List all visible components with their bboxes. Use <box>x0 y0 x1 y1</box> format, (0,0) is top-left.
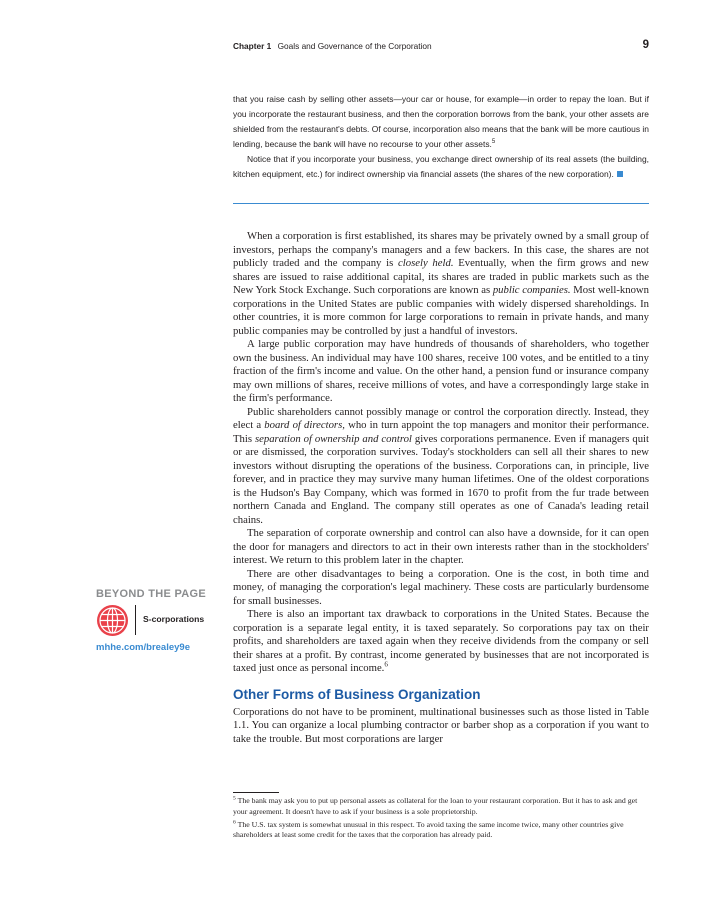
section-heading: Other Forms of Business Organization <box>233 686 481 702</box>
body-paragraph: There are other disadvantages to being a corporation. One is the cost, in both time and money, of managing the corporation's legal machinery. These costs are particularly burdensome for small businesses. <box>233 567 649 607</box>
page-number: 9 <box>642 39 649 51</box>
footnote-ref[interactable]: 6 <box>384 660 388 669</box>
running-head <box>233 41 649 55</box>
example-box-continuation <box>233 92 649 183</box>
body-paragraph: A large public corporation may have hundreds of thousands of shareholders, who together own the business. An individual may have 100 shares, receive 100 votes, and be entitled to a tiny fraction of the firm's income and value. On the other hand, a pension fund or insurance company may own millions of shares, receive millions of votes, and have a correspondingly large stake in the firm's performance. <box>233 338 649 404</box>
chapter-label: Chapter 1 <box>233 41 272 51</box>
footnotes <box>233 796 649 843</box>
sidebar-title: BEYOND THE PAGE <box>96 588 207 600</box>
body-paragraph: When a corporation is first established, its shares may be privately owned by a small group of investors, perhaps the company's managers and a few backers. In this case, the shares are not publicly traded and the company is closely held. Eventually, when the firm grows and new shares are issued to raise additional capital, its shares are traded in public markets such as the New York Stock Exchange. Such corporations are known as public companies. Most well-known corporations in the United States are public companies with widely dispersed shareholdings. In other countries, it is more common for large corporations to remain in private hands, and many public companies may be controlled by just a handful of investors. <box>233 230 649 337</box>
body-paragraph: There is also an important tax drawback to corporations in the United States. Because the corporation is a separate legal entity, it is taxed separately. So corporations pay tax on their profits, and shareholders are taxed again when they receive dividends from the company or sell their shares at a profit. By contrast, income generated by businesses that are not incorporated is taxed just once as personal income.$^6$ <box>233 608 649 674</box>
sidebar-link[interactable]: mhhe.com/brealey9e <box>96 642 190 653</box>
footnote-rule <box>233 792 279 793</box>
footnote: $^5$ The bank may ask you to put up personal assets as collateral for the loan to your restaurant corporation. But it has to ask and get your agreement. It doesn't have to ask if your business is a sole proprietorship. <box>233 795 638 816</box>
main-body-text <box>233 230 649 746</box>
footnote-ref[interactable]: 5 <box>491 139 496 146</box>
sidebar-divider <box>135 605 136 635</box>
chapter-title: Goals and Governance of the Corporation <box>277 41 432 51</box>
body-paragraph: The separation of corporate ownership and control can also have a downside, for it can open the door for managers and directors to act in their own interests rather than in the stockholders' interest. We return to this problem later in the chapter. <box>233 527 649 566</box>
sidebar-topic: S-corporations <box>143 614 205 624</box>
box-paragraph: Notice that if you incorporate your business, you exchange direct ownership of its real assets (the building, kitchen equipment, etc.) for indirect ownership via financial assets (the shares of the new corporation). <box>233 154 649 180</box>
footnote: $^6$ The U.S. tax system is somewhat unusual in this respect. To avoid taxing the same income twice, many other countries give shareholders at least some credit for the taxes that the corporation has already paid. <box>233 819 624 840</box>
globe-icon <box>96 604 129 637</box>
end-of-box-square-icon <box>617 171 623 177</box>
body-paragraph: Corporations do not have to be prominent, multinational businesses such as those listed in Table 1.1. You can organize a local plumbing contractor or barber shop as a corporation if you want to take the trouble. But most corporations are larger <box>233 705 649 745</box>
body-paragraph: Public shareholders cannot possibly manage or control the corporation directly. Instead, they elect a board of directors, who in turn appoint the top managers and monitor their performance. This separation of ownership and control gives corporations permanence. Even if managers quit or are dismissed, the corporation survives. Today's stockholders can sell all their shares to new investors without disrupting the operations of the business. Corporations can, in principle, live forever, and in practice they may survive many human lifetimes. One of the oldest corporations is the Hudson's Bay Company, which was formed in 1670 to profit from the fur trade between northern Canada and England. The company still operates as one of Canada's leading retail chains. <box>233 405 649 526</box>
box-paragraph: that you raise cash by selling other assets—your car or house, for example—in order to repay the loan. But if you incorporate the restaurant business, and then the corporation borrows from the bank, your other assets are shielded from the restaurant's debts. Of course, incorporation also means that the bank will be more cautious in lending, because the bank will have no recourse to your other assets.$^5$ <box>233 94 649 150</box>
box-bottom-rule <box>233 203 649 204</box>
